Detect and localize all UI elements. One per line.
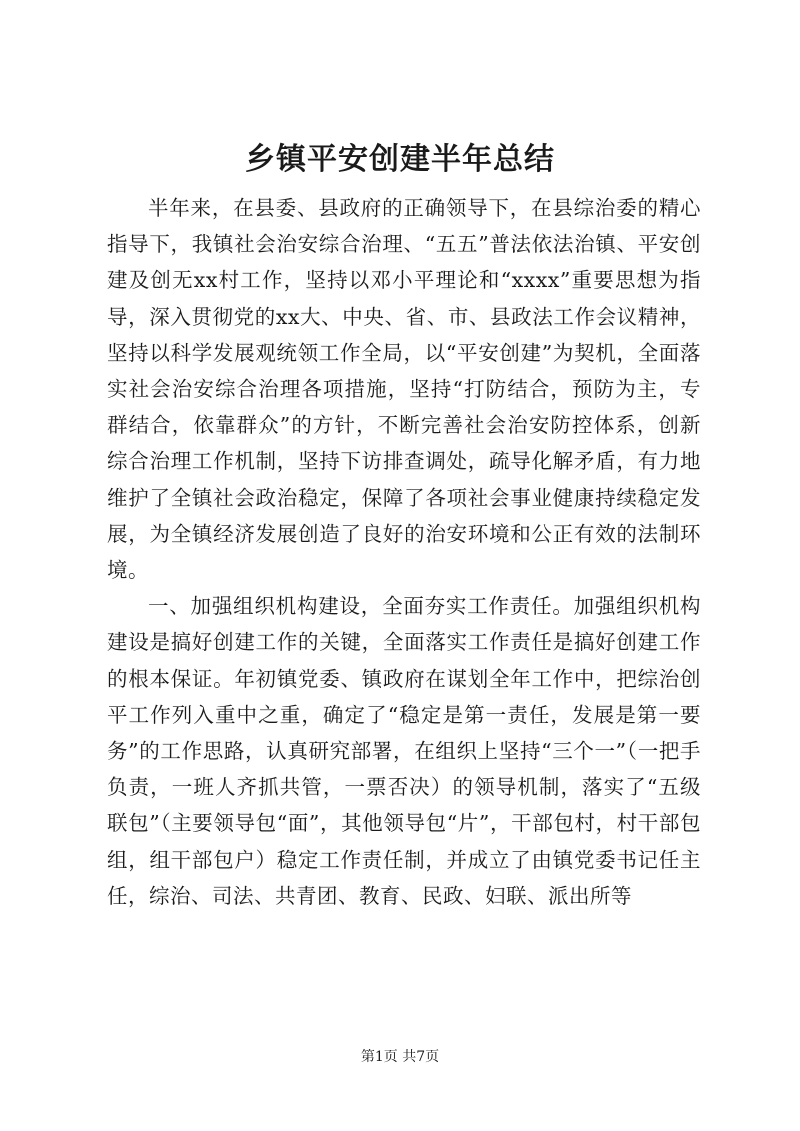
paragraph-section-1: 一、加强组织机构建设，全面夯实工作责任。加强组织机构建设是搞好创建工作的关键，全面落实工作责任是搞好创建工作的根本保证。年初镇党委、镇政府在谋划全年工作中，把综治创平工作列入重中之重，确定了“稳定是第一责任，发展是第一要务”的工作思路，认真研究部署，在组织上坚持“三个一”（一把手负责，一班人齐抓共管，一票否决）的领导机制，落实了“五级联包”（主要领导包“面”，其他领导包“片”，干部包村，村干部包组，组干部包户）稳定工作责任制，并成立了由镇党委书记任主任，综治、司法、共青团、教育、民政、妇联、派出所等 — [107, 594, 701, 908]
paragraph-intro: 半年来，在县委、县政府的正确领导下，在县综治委的精心指导下，我镇社会治安综合治理、“五五”普法依法治镇、平安创建及创无xx村工作，坚持以邓小平理论和“xxxx”重要思想为指导，深入贯彻党的xx大、中央、省、市、县政法工作会议精神，坚持以科学发展观统领工作全局，以“平安创建”为契机，全面落实社会治安综合治理各项措施，坚持“打防结合，预防为主，专群结合，依靠群众”的方针，不断完善社会治安防控体系，创新综合治理工作机制，坚持下访排查调处，疏导化解矛盾，有力地维护了全镇社会政治稳定，保障了各项社会事业健康持续稳定发展，为全镇经济发展创造了良好的治安环境和公正有效的法制环境。 — [107, 196, 701, 583]
page-footer: 第1页 共7页 — [360, 1049, 440, 1065]
document-title: 乡镇平安创建半年总结 — [245, 142, 555, 177]
document-body — [107, 190, 701, 914]
